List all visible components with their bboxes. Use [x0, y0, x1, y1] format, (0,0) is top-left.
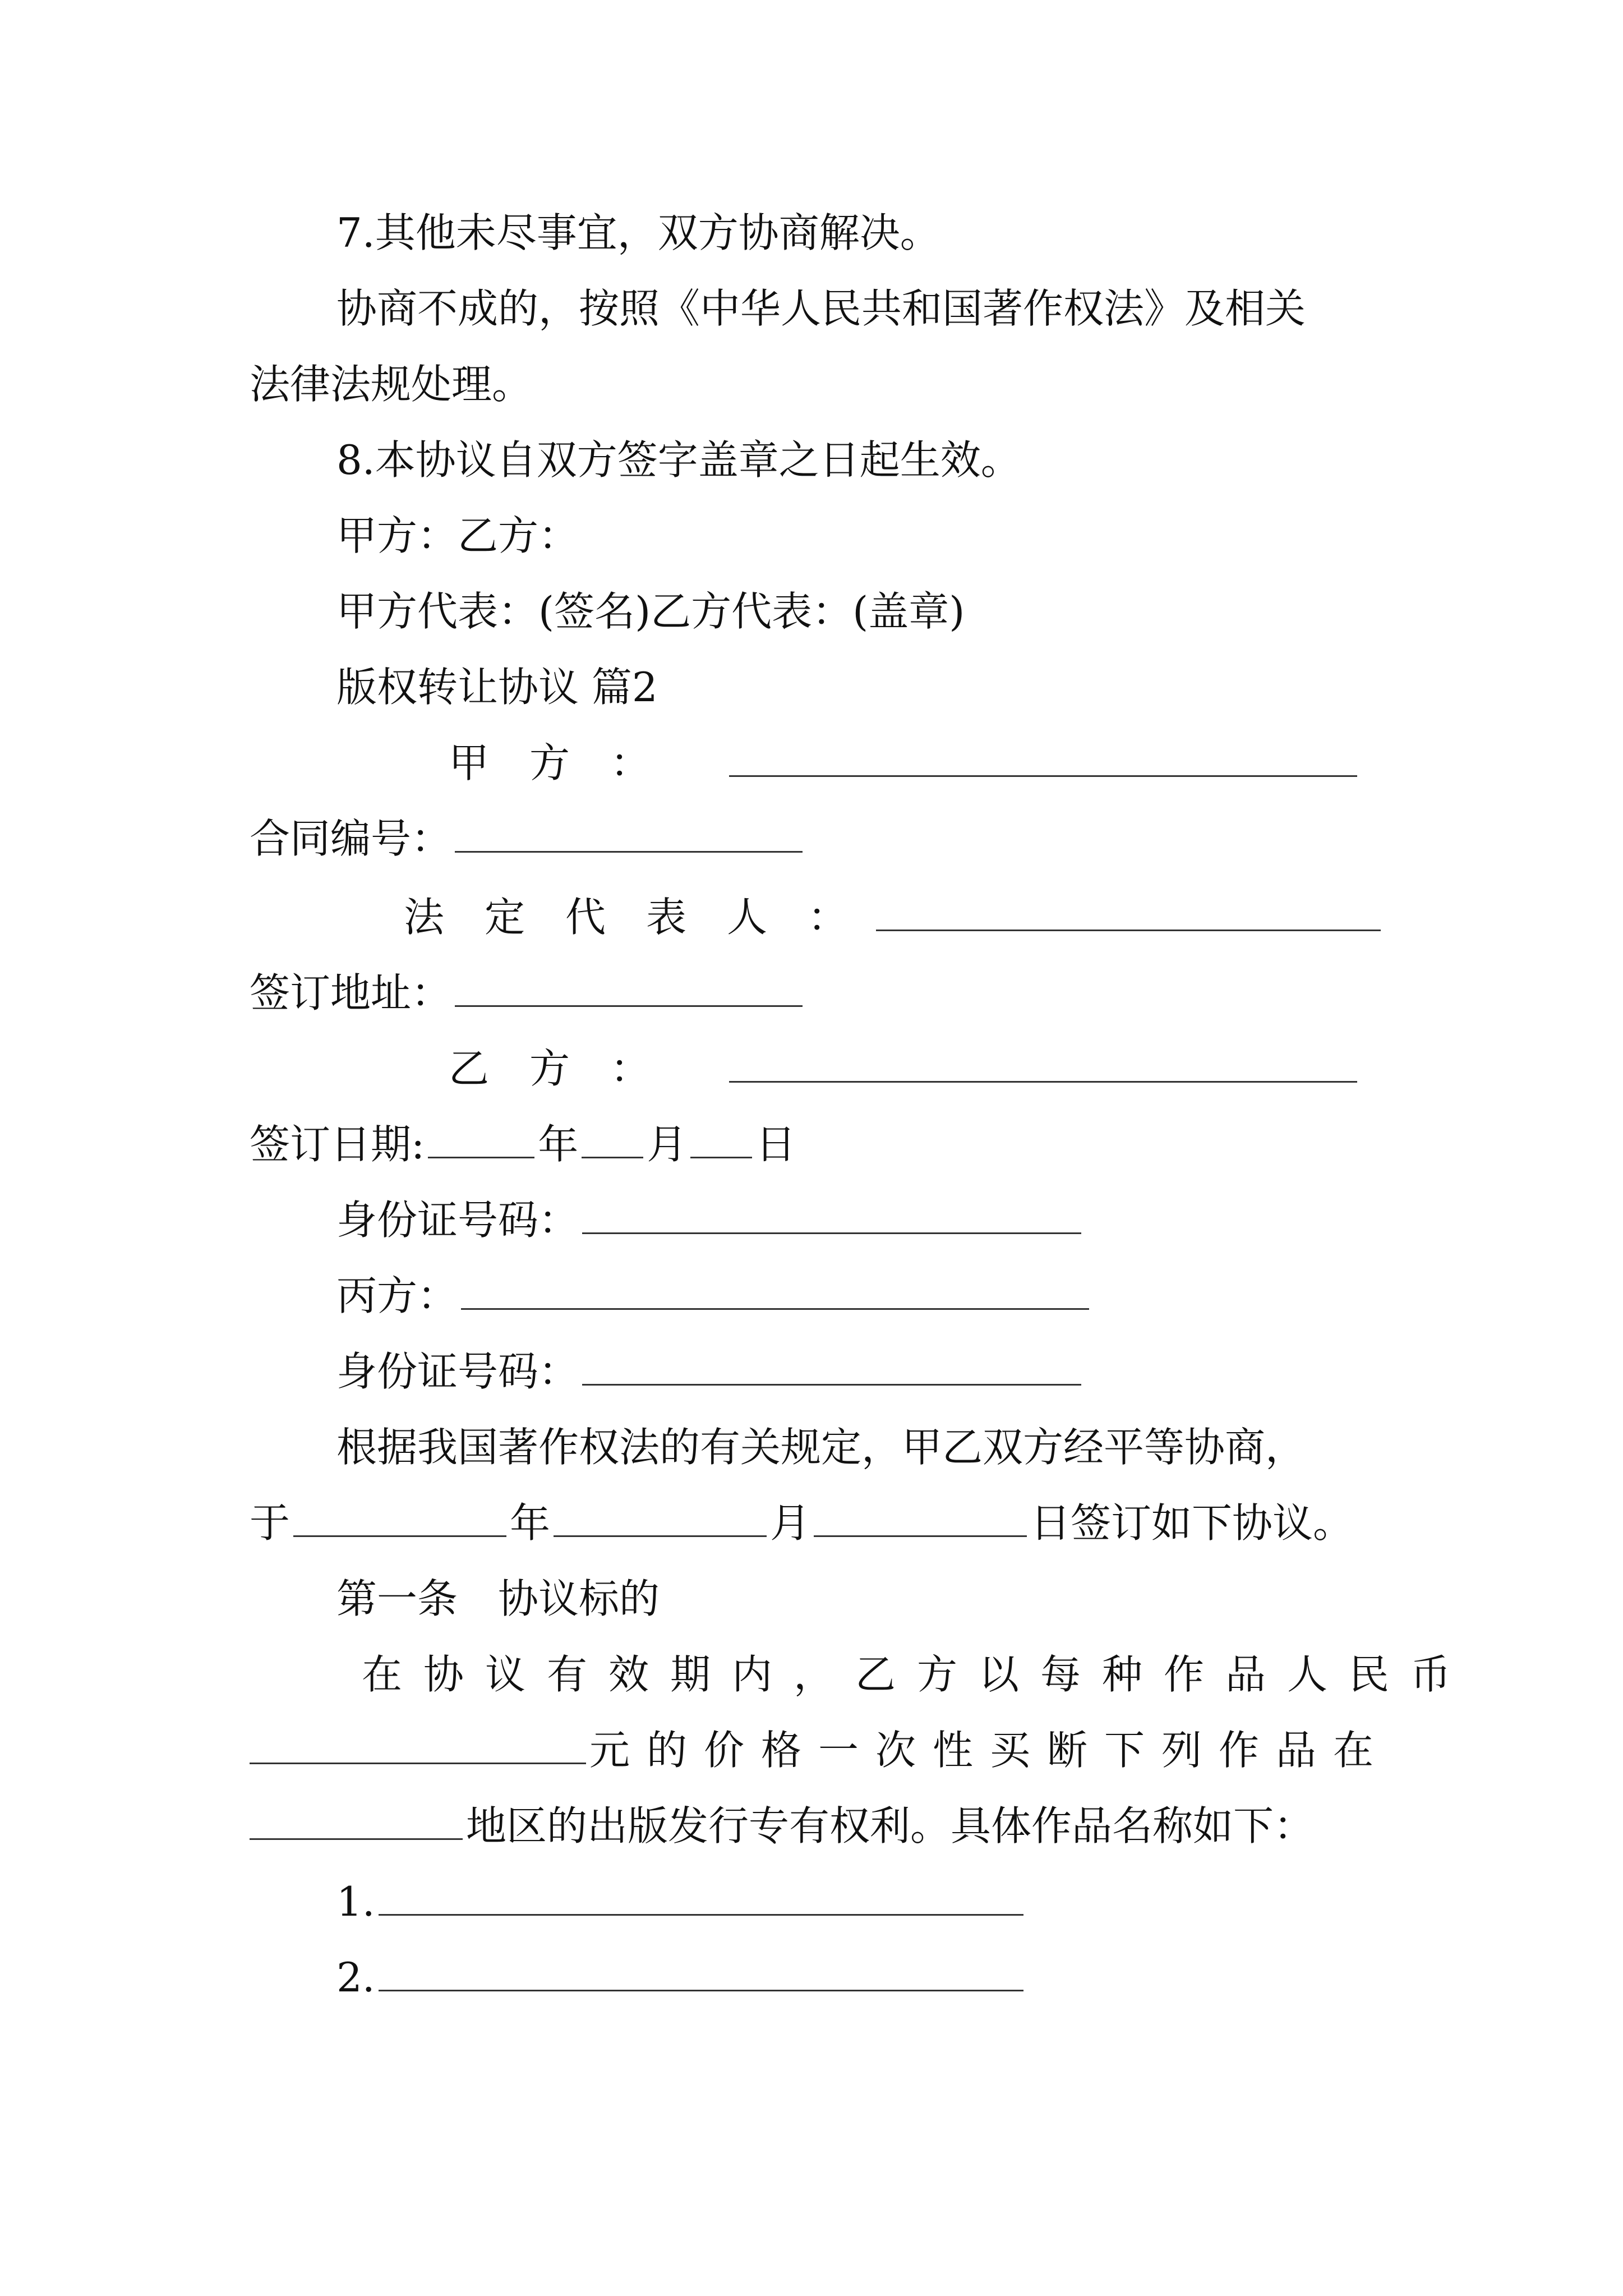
- sign-date-month-blank[interactable]: [582, 1117, 643, 1158]
- party-a-blank[interactable]: [729, 736, 1357, 777]
- basis-prefix: 于: [250, 1499, 291, 1547]
- party-line: 甲方：乙方：: [336, 512, 579, 559]
- work-item-1: [336, 1862, 1027, 1941]
- party-c-row: [336, 1257, 1092, 1335]
- article-1-line3: [250, 1787, 1314, 1865]
- legal-rep-label: 法 定 代 表 人 ：: [404, 894, 849, 941]
- basis-day-blank[interactable]: [814, 1496, 1027, 1537]
- party-b-blank[interactable]: [729, 1042, 1357, 1083]
- legal-rep-blank[interactable]: [876, 890, 1381, 931]
- party-b-row: [449, 1029, 1361, 1108]
- party-a-label: 甲 方 ：: [449, 739, 651, 786]
- article-1-line1: 在协议有效期内，乙方以每种作品人民币: [362, 1651, 1473, 1698]
- section-title: 版权转让协议 篇2: [336, 664, 658, 711]
- id-number-row-1: [336, 1181, 1085, 1259]
- sign-address-blank[interactable]: [455, 966, 803, 1007]
- clause-8: 8.本协议自双方签字盖章之日起生效。: [336, 436, 1021, 484]
- contract-no-row: [250, 799, 806, 878]
- party-b-label: 乙 方 ：: [449, 1045, 651, 1092]
- region-blank[interactable]: [250, 1799, 463, 1840]
- sign-date-year-blank[interactable]: [428, 1117, 534, 1158]
- sign-address-label: 签订地址：: [250, 969, 452, 1016]
- contract-no-blank[interactable]: [455, 812, 803, 853]
- representative-line: 甲方代表：(签名)乙方代表：(盖章): [336, 588, 965, 635]
- id-number-label-2: 身份证号码：: [336, 1348, 579, 1395]
- basis-paragraph-line2: [250, 1484, 1353, 1562]
- id-number-blank-2[interactable]: [582, 1345, 1081, 1386]
- sign-date-day-blank[interactable]: [690, 1117, 752, 1158]
- article-1-line2-text: 元的价格一次性买断下列作品在: [589, 1727, 1391, 1774]
- sign-address-row: [250, 954, 806, 1032]
- sign-date-year: 年: [538, 1121, 579, 1168]
- basis-month-blank[interactable]: [554, 1496, 767, 1537]
- sign-date-day: 日: [755, 1121, 796, 1168]
- sign-date-month: 月: [647, 1121, 688, 1168]
- basis-paragraph-line1: 根据我国著作权法的有关规定，甲乙双方经平等协商，: [336, 1424, 1306, 1471]
- clause-7-continued-line1: 协商不成的，按照《中华人民共和国著作权法》及相关: [336, 285, 1306, 332]
- work-item-2-number: 2.: [336, 1954, 375, 2001]
- sign-date-row: [250, 1105, 796, 1184]
- basis-year-blank[interactable]: [293, 1496, 506, 1537]
- contract-no-label: 合同编号：: [250, 815, 452, 862]
- basis-suffix: 日签订如下协议。: [1030, 1499, 1354, 1547]
- basis-month: 月: [770, 1499, 811, 1547]
- basis-year: 年: [510, 1499, 551, 1547]
- party-c-label: 丙方：: [336, 1272, 458, 1319]
- article-1-title: 第一条 协议标的: [336, 1575, 660, 1622]
- work-item-2: [336, 1938, 1027, 2017]
- article-1-line3-text: 地区的出版发行专有权利。具体作品名称如下：: [466, 1802, 1315, 1849]
- legal-rep-row: [404, 878, 1384, 956]
- work-item-1-blank[interactable]: [379, 1875, 1023, 1916]
- id-number-label-1: 身份证号码：: [336, 1197, 579, 1244]
- article-1-line2: [250, 1711, 1390, 1789]
- party-a-row: [449, 724, 1361, 802]
- price-blank[interactable]: [250, 1723, 586, 1764]
- work-item-2-blank[interactable]: [379, 1950, 1023, 1991]
- clause-7-continued-line2: 法律法规处理。: [250, 361, 533, 408]
- sign-date-label: 签订日期:: [250, 1121, 425, 1168]
- clause-7: 7.其他未尽事宜，双方协商解决。: [336, 209, 940, 256]
- id-number-blank-1[interactable]: [582, 1193, 1081, 1234]
- id-number-row-2: [336, 1332, 1085, 1411]
- party-c-blank[interactable]: [461, 1269, 1089, 1310]
- work-item-1-number: 1.: [336, 1878, 375, 1925]
